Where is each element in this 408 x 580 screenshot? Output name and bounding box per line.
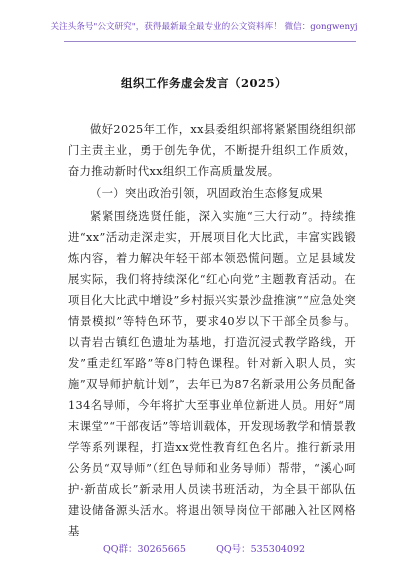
- section-heading: （一）突出政治引领，巩固政治生态修复成果: [90, 187, 323, 200]
- footer-contact: QQ群：30265665 QQ号：535304092: [102, 544, 306, 555]
- section-body-paragraph: 紧紧围绕选贤任能，深入实施“三大行动”。持续推进“xx”活动走深走实，开展项目化大比武，丰富实践锻炼内容，着力解决年轻干部本领恐慌问题。立足县域发展实际，我们将持续深化“红心向党”主题教育活动。在项目化大比武中增设”乡村振兴实景沙盘推演”“应急处突情景模拟”等特色环节，要求40岁以下干部全员参与。以青岩古镇红色遗址为基地，打造沉浸式教学路线，开发”重走红军路”等8门特色课程。针对新入职人员，实施”双导师护航计划”，去年已为87名新录用公务员配备134名导师，今年将扩大至事业单位新进人员。用好“周末课堂”“干部夜话”等培训载体，开发现场教学和情景教学等系列课程，打造xx党性教育红色名片。推行新录用公务员“双导师”（红色导师和业务导师）帮带，“溪心呵护·新苗成长”新录用人员读书班活动，为全县干部队伍建设储备源头活水。将退出领导岗位干部融入社区网格基: [68, 210, 356, 538]
- header-banner: 关注头条号"公文研究"，获得最新最全最专业的公文资料库！ 微信：gongwenyj: [50, 22, 358, 32]
- document-title: 组织工作务虚会发言（2025）: [120, 76, 287, 90]
- intro-paragraph: 做好2025年工作，xx县委组织部将紧紧围绕组织部门主责主业，勇于创先争优，不断提升组织工作质效，奋力推动新时代xx组织工作高质量发展。: [68, 123, 356, 178]
- header-divider: [64, 41, 356, 42]
